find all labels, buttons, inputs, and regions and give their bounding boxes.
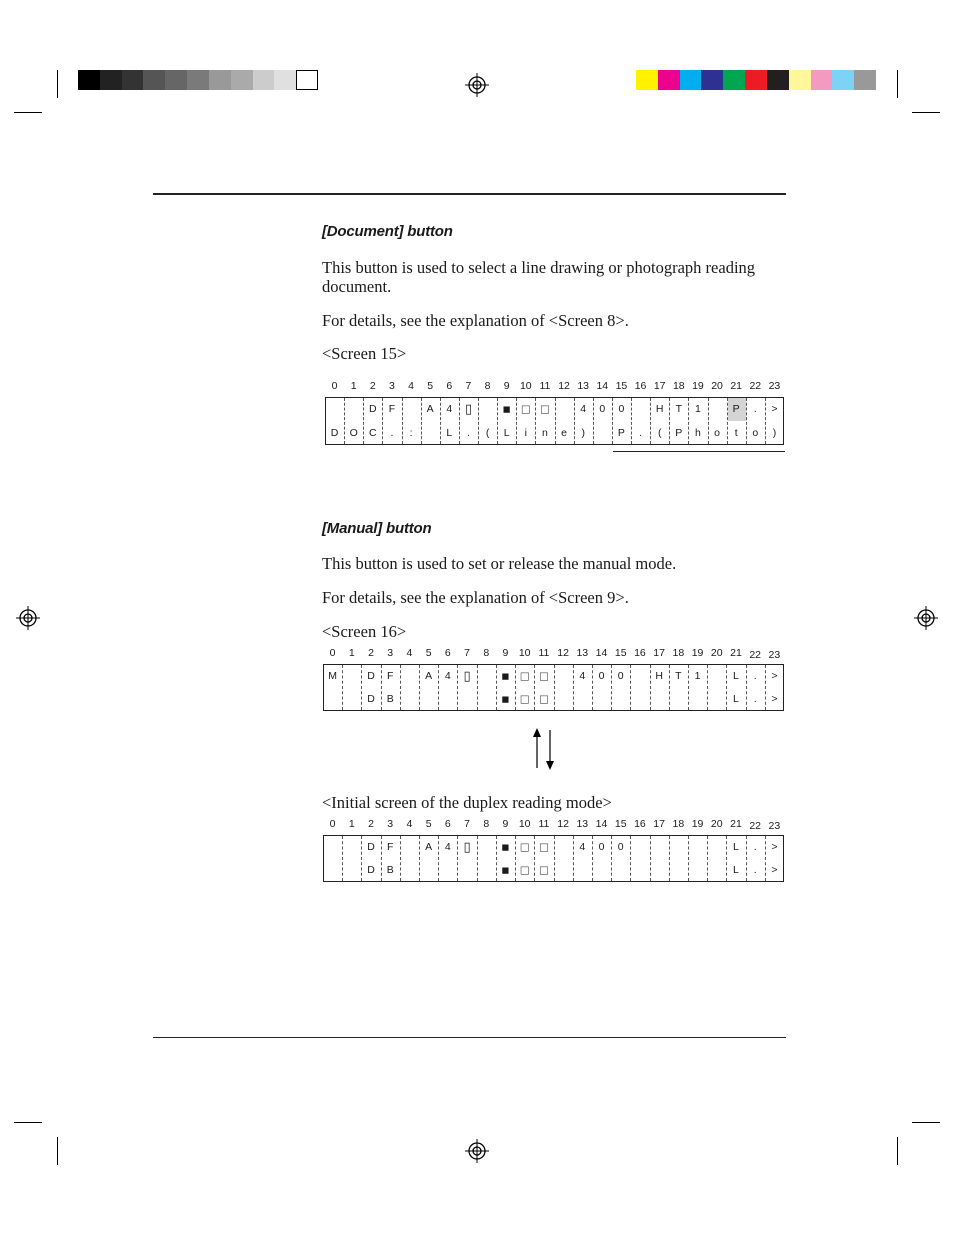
header-rule xyxy=(153,193,786,195)
manual-button-description: This button is used to set or release the manual mode. xyxy=(322,554,677,573)
crop-mark-bottom-right-v xyxy=(897,1137,898,1165)
column-separator xyxy=(765,836,766,881)
column-separator xyxy=(630,836,631,881)
column-number: 21 xyxy=(730,647,742,659)
lcd-character: > xyxy=(771,403,778,415)
column-separator xyxy=(746,836,747,881)
column-number: 14 xyxy=(596,380,609,392)
lcd-character: P xyxy=(675,427,683,439)
color-swatch xyxy=(701,70,723,90)
lcd-character: A xyxy=(425,840,433,853)
column-separator xyxy=(363,398,364,444)
column-separator xyxy=(361,665,362,710)
lcd-character: A xyxy=(425,669,433,682)
column-separator xyxy=(746,665,747,710)
column-separator xyxy=(534,836,535,881)
column-separator xyxy=(535,398,536,444)
lcd-character: 4 xyxy=(579,840,586,853)
color-swatch xyxy=(253,70,275,90)
manual-button-details: For details, see the explanation of <Screen 9>. xyxy=(322,588,629,607)
column-number: 12 xyxy=(557,647,569,659)
column-number: 14 xyxy=(595,647,608,659)
column-separator xyxy=(688,836,689,881)
column-separator xyxy=(459,398,460,444)
column-number: 2 xyxy=(369,380,376,392)
lcd-character: T xyxy=(675,669,682,682)
color-bar xyxy=(636,70,876,90)
lcd-character: □ xyxy=(539,668,548,684)
column-number: 6 xyxy=(444,647,451,659)
column-separator xyxy=(400,836,401,881)
lcd-character: 4 xyxy=(444,840,451,853)
lcd-character: F xyxy=(388,403,396,415)
column-number: 0 xyxy=(329,647,336,659)
lcd-character: 0 xyxy=(617,669,624,682)
lcd-character: 1 xyxy=(694,669,701,682)
column-separator xyxy=(611,665,612,710)
lcd-character: ( xyxy=(485,427,490,439)
crop-mark-bottom-right-h xyxy=(912,1122,940,1123)
lcd-character: . xyxy=(753,864,757,877)
lcd-character: 0 xyxy=(617,840,624,853)
lcd-character: □ xyxy=(539,839,548,855)
color-swatch xyxy=(636,70,658,90)
column-number: 22 xyxy=(749,820,762,832)
lcd-character: □ xyxy=(520,668,529,684)
lcd-character: L xyxy=(503,427,510,439)
column-number: 7 xyxy=(465,380,472,392)
column-separator xyxy=(554,665,555,710)
lcd-character: ) xyxy=(581,427,585,439)
lcd-character: 4 xyxy=(444,669,451,682)
column-separator xyxy=(496,665,497,710)
lcd-character: . xyxy=(639,427,643,439)
column-separator xyxy=(381,836,382,881)
lcd-character: L xyxy=(733,669,739,682)
column-number: 23 xyxy=(768,649,781,661)
crop-mark-bottom-left-h xyxy=(14,1122,42,1123)
column-number: 20 xyxy=(710,647,723,659)
lcd-character: 0 xyxy=(598,840,605,853)
registration-mark-bottom-icon xyxy=(465,1139,489,1163)
column-number: 4 xyxy=(406,647,413,659)
lcd-character: . xyxy=(753,669,757,682)
registration-mark-left-icon xyxy=(16,606,40,630)
column-number: 15 xyxy=(615,380,628,392)
column-number: 9 xyxy=(502,818,509,830)
column-number: 21 xyxy=(730,380,743,392)
lcd-character: . xyxy=(753,840,757,853)
lcd-character: > xyxy=(771,840,778,853)
lcd-character: 4 xyxy=(580,403,587,415)
column-number: 5 xyxy=(425,647,432,659)
color-swatch xyxy=(723,70,745,90)
column-separator xyxy=(438,665,439,710)
column-separator xyxy=(727,398,728,444)
screen16-caption: <Screen 16> xyxy=(322,622,407,641)
column-number: 5 xyxy=(427,380,434,392)
document-button-description: This button is used to select a line drawing or photograph reading document. xyxy=(322,258,756,296)
column-separator xyxy=(515,836,516,881)
column-number: 12 xyxy=(557,818,569,830)
column-number: 5 xyxy=(425,818,432,830)
column-number: 7 xyxy=(464,647,470,659)
column-number: 18 xyxy=(672,818,685,830)
color-swatch xyxy=(680,70,702,90)
column-separator xyxy=(707,836,708,881)
lcd-character: . xyxy=(753,403,757,415)
column-separator xyxy=(382,398,383,444)
column-separator xyxy=(515,665,516,710)
column-number: 3 xyxy=(389,380,395,392)
lcd-character: □ xyxy=(520,691,529,707)
crop-mark-top-left-h xyxy=(14,112,42,113)
column-number: 0 xyxy=(331,380,338,392)
screen15-underline xyxy=(613,451,785,452)
column-separator xyxy=(707,665,708,710)
document-button-heading: [Document] button xyxy=(322,223,453,240)
column-number: 1 xyxy=(350,380,357,392)
column-number: 16 xyxy=(634,818,646,830)
column-number: 10 xyxy=(518,647,531,659)
lcd-character: ) xyxy=(772,427,777,439)
column-separator xyxy=(746,398,747,444)
column-separator xyxy=(593,398,594,444)
lcd-character: F xyxy=(387,840,394,853)
lcd-character: A xyxy=(426,403,434,415)
lcd-character: D xyxy=(367,669,375,682)
column-number: 10 xyxy=(518,818,531,830)
lcd-character: o xyxy=(752,427,759,439)
lcd-character: □ xyxy=(539,862,548,878)
column-number: 20 xyxy=(711,380,723,392)
lcd-character: t xyxy=(734,427,738,439)
color-swatch xyxy=(100,70,122,90)
column-separator xyxy=(688,665,689,710)
lcd-character: 0 xyxy=(599,403,606,415)
color-swatch xyxy=(209,70,231,90)
column-separator xyxy=(650,665,651,710)
column-separator xyxy=(650,836,651,881)
column-separator xyxy=(419,836,420,881)
color-swatch xyxy=(187,70,209,90)
column-separator xyxy=(361,836,362,881)
lcd-character: □ xyxy=(539,691,548,707)
column-number: 11 xyxy=(539,380,551,392)
lcd-character: . xyxy=(753,693,757,706)
column-separator xyxy=(496,836,497,881)
column-number: 9 xyxy=(503,380,510,392)
column-separator xyxy=(457,836,458,881)
column-separator xyxy=(344,398,345,444)
column-number: 22 xyxy=(749,649,762,661)
column-number: 8 xyxy=(484,380,491,392)
column-separator xyxy=(497,398,498,444)
column-number: 15 xyxy=(614,818,627,830)
lcd-character: ■ xyxy=(501,691,510,707)
color-swatch xyxy=(143,70,165,90)
column-separator xyxy=(688,398,689,444)
color-swatch xyxy=(231,70,253,90)
lcd-character: ■ xyxy=(502,401,511,417)
column-number: 16 xyxy=(634,647,646,659)
column-separator xyxy=(708,398,709,444)
column-separator xyxy=(400,665,401,710)
lcd-character: i xyxy=(524,427,527,439)
lcd-character: O xyxy=(349,427,358,439)
column-separator xyxy=(611,836,612,881)
column-separator xyxy=(592,665,593,710)
lcd-character: D xyxy=(369,403,377,415)
color-swatch xyxy=(274,70,296,90)
column-separator xyxy=(534,665,535,710)
column-number: 16 xyxy=(634,380,647,392)
lcd-character: L xyxy=(733,693,739,706)
gray-scale-bar xyxy=(78,70,318,90)
registration-mark-top-icon xyxy=(465,73,489,97)
column-number: 17 xyxy=(653,818,665,830)
lcd-character: M xyxy=(328,669,337,682)
color-swatch xyxy=(78,70,100,90)
column-separator xyxy=(477,665,478,710)
lcd-character: . xyxy=(466,427,470,439)
column-number: 20 xyxy=(710,818,723,830)
column-number: 4 xyxy=(408,380,414,392)
column-separator xyxy=(726,836,727,881)
lcd-character: ( xyxy=(657,427,662,439)
column-number: 17 xyxy=(653,647,665,659)
column-number: 13 xyxy=(577,380,590,392)
crop-mark-top-left-v xyxy=(57,70,58,98)
column-separator xyxy=(478,398,479,444)
color-swatch xyxy=(811,70,833,90)
column-number: 22 xyxy=(749,380,762,392)
lcd-character: 1 xyxy=(695,403,701,415)
column-number: 11 xyxy=(538,647,550,659)
column-number: 8 xyxy=(483,818,490,830)
column-separator xyxy=(765,398,766,444)
column-separator xyxy=(669,398,670,444)
lcd-character: D xyxy=(367,864,375,877)
lcd-character: L xyxy=(733,864,739,877)
lcd-character: □ xyxy=(541,401,549,417)
lcd-character: > xyxy=(771,864,778,877)
lcd-character: H xyxy=(655,403,664,415)
column-separator xyxy=(574,398,575,444)
color-swatch xyxy=(296,70,318,90)
lcd-character: B xyxy=(386,693,394,706)
column-separator xyxy=(573,665,574,710)
column-number: 8 xyxy=(483,647,490,659)
lcd-character: . xyxy=(390,427,394,439)
color-swatch xyxy=(767,70,789,90)
column-separator xyxy=(554,836,555,881)
column-number: 0 xyxy=(329,818,336,830)
lcd-character: □ xyxy=(520,862,529,878)
lcd-character: : xyxy=(409,427,413,439)
column-number: 21 xyxy=(730,818,742,830)
column-number: 18 xyxy=(672,647,685,659)
column-separator xyxy=(421,398,422,444)
column-separator xyxy=(631,398,632,444)
lcd-character: ▯ xyxy=(463,667,471,683)
color-swatch xyxy=(745,70,767,90)
column-separator xyxy=(573,836,574,881)
lcd-character: e xyxy=(561,427,567,439)
lcd-character: D xyxy=(367,840,375,853)
initial-screen-caption: <Initial screen of the duplex reading mode> xyxy=(322,793,612,812)
toggle-arrows-icon xyxy=(530,728,556,770)
lcd-character: □ xyxy=(521,401,530,417)
column-separator xyxy=(440,398,441,444)
column-number: 19 xyxy=(691,647,704,659)
color-swatch xyxy=(165,70,187,90)
lcd-character: T xyxy=(675,403,683,415)
color-swatch xyxy=(122,70,144,90)
lcd-character: ▯ xyxy=(463,838,471,854)
lcd-character: > xyxy=(771,693,778,706)
column-separator xyxy=(555,398,556,444)
lcd-character: F xyxy=(387,669,394,682)
column-separator xyxy=(381,665,382,710)
footer-rule xyxy=(153,1037,786,1038)
lcd-character: 4 xyxy=(579,669,586,682)
column-number: 2 xyxy=(368,818,374,830)
column-separator xyxy=(477,836,478,881)
column-separator xyxy=(342,665,343,710)
column-number: 3 xyxy=(387,647,394,659)
lcd-character: n xyxy=(542,427,548,439)
column-number: 14 xyxy=(595,818,608,830)
lcd-character: D xyxy=(367,693,375,706)
column-separator xyxy=(592,836,593,881)
lcd-character: C xyxy=(369,427,377,439)
column-number: 9 xyxy=(502,647,509,659)
column-separator xyxy=(438,836,439,881)
registration-mark-right-icon xyxy=(914,606,938,630)
column-number: 23 xyxy=(768,820,781,832)
crop-mark-top-right-h xyxy=(912,112,940,113)
lcd-character: o xyxy=(714,427,720,439)
column-number: 13 xyxy=(576,818,589,830)
column-number: 2 xyxy=(368,647,374,659)
column-number: 12 xyxy=(558,380,570,392)
column-number: 6 xyxy=(446,380,453,392)
column-number: 17 xyxy=(653,380,666,392)
document-button-details: For details, see the explanation of <Screen 8>. xyxy=(322,311,629,330)
column-separator xyxy=(650,398,651,444)
column-number: 6 xyxy=(444,818,451,830)
column-number: 1 xyxy=(348,818,355,830)
lcd-character: □ xyxy=(520,839,529,855)
column-number: 4 xyxy=(406,818,413,830)
column-separator xyxy=(419,665,420,710)
lcd-character: P xyxy=(617,427,625,439)
column-separator xyxy=(726,665,727,710)
column-number: 15 xyxy=(614,647,627,659)
lcd-character: h xyxy=(695,427,701,439)
lcd-character: L xyxy=(733,840,739,853)
lcd-character: P xyxy=(732,403,740,415)
column-number: 10 xyxy=(519,380,532,392)
color-swatch xyxy=(854,70,876,90)
lcd-character: 0 xyxy=(618,403,625,415)
column-number: 3 xyxy=(387,818,394,830)
column-separator xyxy=(630,665,631,710)
column-number: 19 xyxy=(692,380,704,392)
column-separator xyxy=(457,665,458,710)
lcd-character: ■ xyxy=(501,862,510,878)
lcd-character: > xyxy=(771,669,778,682)
lcd-character: ■ xyxy=(501,668,510,684)
lcd-character: 0 xyxy=(598,669,605,682)
manual-button-heading: [Manual] button xyxy=(322,520,432,537)
lcd-character: 4 xyxy=(446,403,453,415)
column-separator xyxy=(765,665,766,710)
lcd-character: ▯ xyxy=(464,401,473,416)
column-number: 1 xyxy=(348,647,355,659)
color-swatch xyxy=(789,70,811,90)
column-separator xyxy=(612,398,613,444)
lcd-character: B xyxy=(386,864,394,877)
column-separator xyxy=(342,836,343,881)
column-number: 7 xyxy=(464,818,470,830)
screen15-caption: <Screen 15> xyxy=(322,344,407,363)
column-number: 23 xyxy=(768,380,781,392)
crop-mark-top-right-v xyxy=(897,70,898,98)
lcd-character: ■ xyxy=(501,839,510,855)
lcd-character: L xyxy=(446,427,453,439)
color-swatch xyxy=(832,70,854,90)
crop-mark-bottom-left-v xyxy=(57,1137,58,1165)
lcd-character: H xyxy=(655,669,663,682)
column-number: 19 xyxy=(691,818,704,830)
lcd-character: D xyxy=(330,427,339,439)
column-separator xyxy=(516,398,517,444)
column-number: 11 xyxy=(538,818,550,830)
column-separator xyxy=(669,665,670,710)
column-separator xyxy=(402,398,403,444)
color-swatch xyxy=(658,70,680,90)
column-number: 13 xyxy=(576,647,589,659)
column-number: 18 xyxy=(672,380,685,392)
column-separator xyxy=(669,836,670,881)
